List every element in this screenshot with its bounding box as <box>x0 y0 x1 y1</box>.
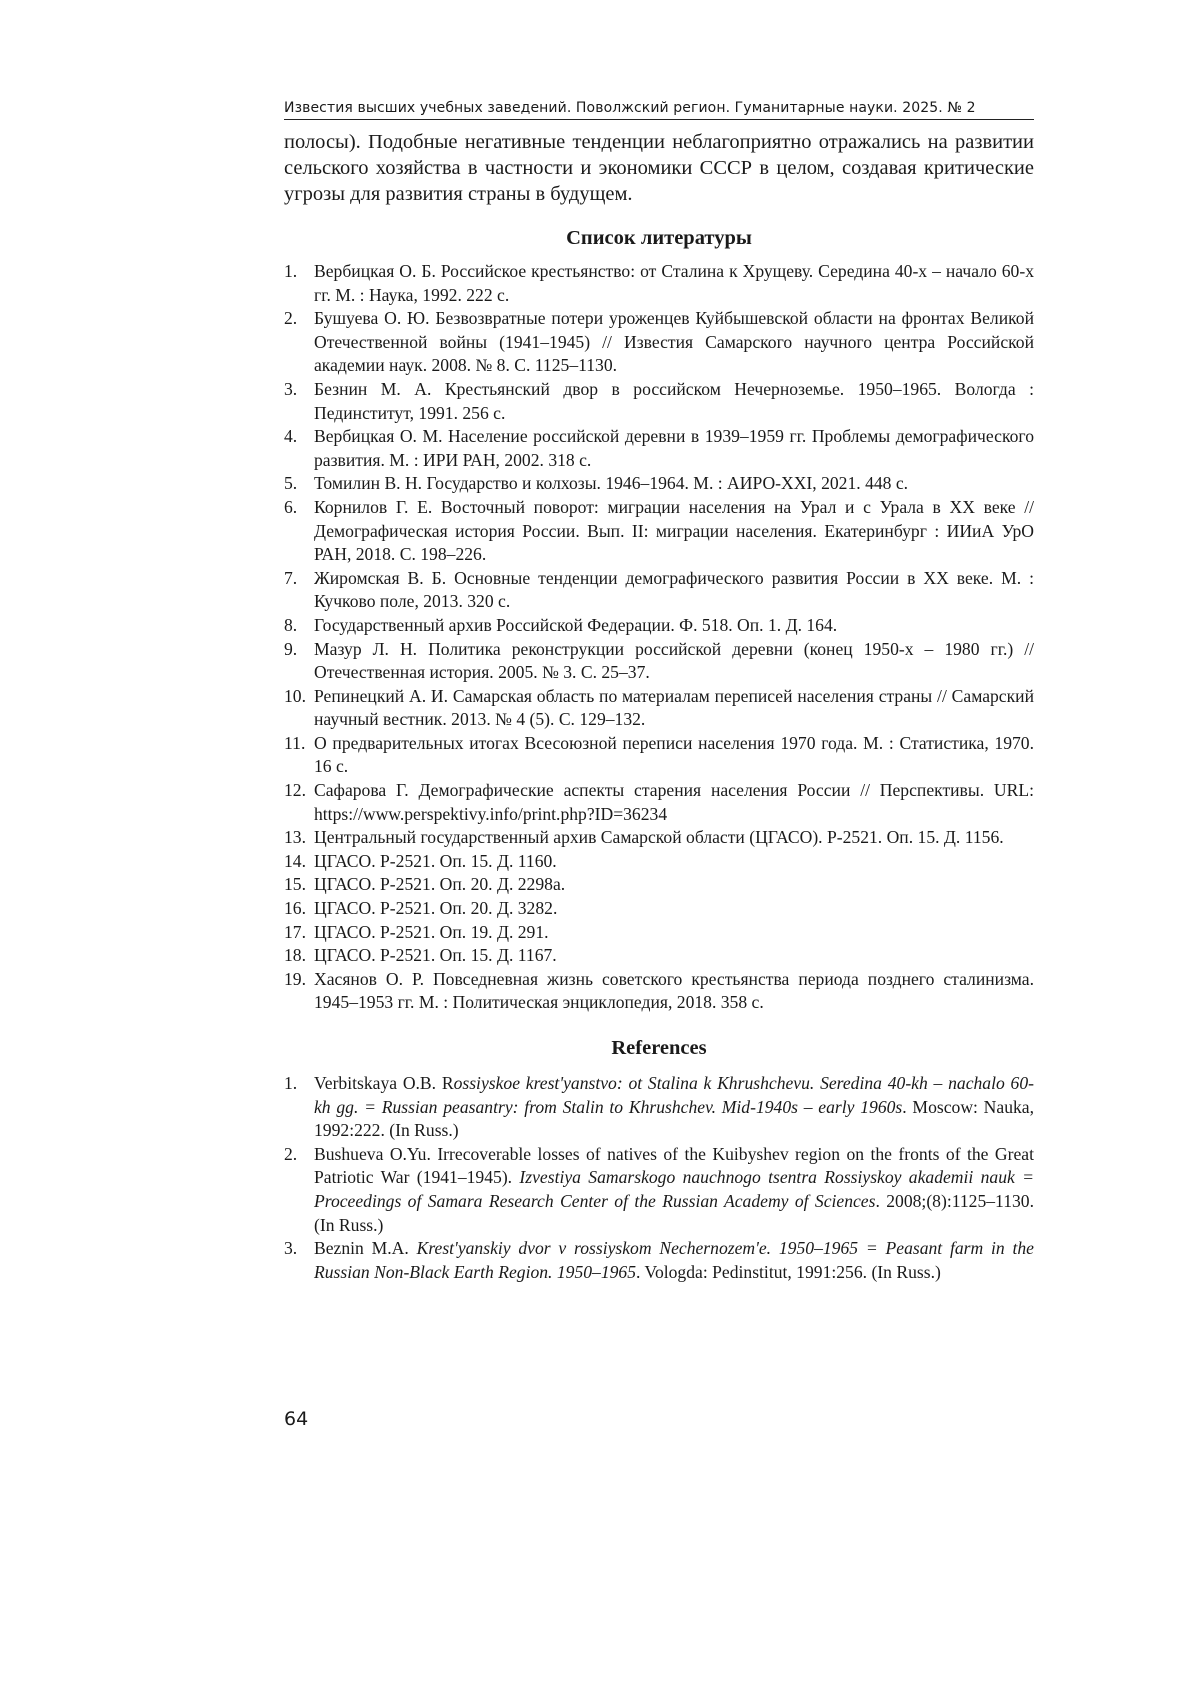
reference-item <box>284 826 1034 850</box>
reference-number: 10. <box>284 685 306 706</box>
en-references-heading: References <box>611 1037 707 1059</box>
reference-text: ЦГАСО. Р-2521. Оп. 20. Д. 3282. <box>314 898 558 919</box>
reference-item <box>284 496 1034 567</box>
reference-title: Krest'yanskiy dvor v rossiyskom Nechernozem'e. 1950–1965 = Peasant farm in the Russian Non-Black Earth Region. 1950–1965 <box>314 1238 1034 1282</box>
reference-item <box>284 779 1034 826</box>
reference-number: 7. <box>284 567 298 588</box>
reference-item <box>284 307 1034 378</box>
reference-author: Bushueva O.Yu. Irrecoverable losses of natives of the Kuibyshev region on the fronts of the Great Patriotic War (1941–1945). <box>314 1143 1034 1188</box>
reference-number: 11. <box>284 732 306 753</box>
reference-text: Вербицкая О. Б. Российское крестьянство: от Сталина к Хрущеву. Середина 40-х – начало 60-х гг. М. : Наука, 1992. 222 с. <box>314 261 1034 305</box>
reference-item <box>284 968 1034 1015</box>
reference-item <box>284 472 1034 496</box>
reference-number: 12. <box>284 780 306 801</box>
reference-text: Бушуева О. Ю. Безвозвратные потери уроженцев Куйбышевской области на фронтах Великой Отечественной войны (1941–1945) // Известия Самарского научного центра Российской академии наук. 2008. № 8. С. 1125–1130. <box>314 308 1034 376</box>
reference-item <box>284 873 1034 897</box>
reference-text: Репинецкий А. И. Самарская область по материалам переписей населения страны // Самарский научный вестник. 2013. № 4 (5). С. 129–132. <box>314 685 1034 730</box>
reference-number: 13. <box>284 827 306 848</box>
reference-number: 17. <box>284 921 306 942</box>
reference-number: 3. <box>284 378 298 399</box>
reference-text: Мазур Л. Н. Политика реконструкции российской деревни (конец 1950-х – 1980 гг.) // Отечественная история. 2005. № 3. С. 25–37. <box>314 638 1034 683</box>
reference-item <box>284 850 1034 874</box>
reference-number: 16. <box>284 898 306 919</box>
reference-item <box>284 732 1034 779</box>
reference-item <box>284 638 1034 685</box>
running-header: Известия высших учебных заведений. Поволжский регион. Гуманитарные науки. 2025. № 2 <box>284 100 1034 120</box>
reference-number: 5. <box>284 473 298 494</box>
reference-text: Безнин М. А. Крестьянский двор в российском Нечерноземье. 1950–1965. Вологда : Пединститут, 1991. 256 с. <box>314 378 1034 423</box>
reference-number: 15. <box>284 874 306 895</box>
reference-number: 4. <box>284 426 298 447</box>
reference-author: Verbitskaya O.B. R <box>314 1073 454 1093</box>
reference-text: ЦГАСО. Р-2521. Оп. 15. Д. 1160. <box>314 850 557 871</box>
reference-text: Государственный архив Российской Федерации. Ф. 518. Оп. 1. Д. 164. <box>314 614 838 635</box>
reference-item <box>284 378 1034 425</box>
reference-text: ЦГАСО. Р-2521. Оп. 15. Д. 1167. <box>314 945 557 966</box>
reference-number: 9. <box>284 638 298 659</box>
reference-number: 1. <box>284 1073 298 1093</box>
reference-text: Сафарова Г. Демографические аспекты старения населения России // Перспективы. URL: https://www.perspektivy.info/print.php?ID=36234 <box>314 780 1034 824</box>
body-paragraph: полосы). Подобные негативные тенденции неблагоприятно отражались на развитии сельского хозяйства в частности и экономики СССР в целом, создавая критические угрозы для развития страны в будущем. <box>284 131 1034 205</box>
reference-item <box>284 260 1034 307</box>
reference-item <box>284 921 1034 945</box>
reference-item <box>284 944 1034 968</box>
reference-number: 19. <box>284 968 306 989</box>
reference-number: 6. <box>284 496 298 517</box>
reference-number: 8. <box>284 614 298 635</box>
reference-item <box>284 1072 1034 1143</box>
reference-publication: . Vologda: Pedinstitut, 1991:256. (In Russ.) <box>636 1261 941 1282</box>
reference-number: 2. <box>284 1143 298 1164</box>
reference-item <box>284 425 1034 472</box>
reference-title: ossiyskoe krest'yanstvo: ot Stalina k Khrushchevu. Seredina 40-kh – nachalo 60-kh gg. = Russian peasantry: from Stalin to Khrushchev. Mid-1940s – early 1960s <box>314 1073 1035 1117</box>
reference-item <box>284 1143 1034 1237</box>
reference-title: Izvestiya Samarskogo nauchnogo tsentra Rossiyskoy akademii nauk = Proceedings of Samara Research Center of the Russian Academy of Sciences <box>314 1167 1034 1211</box>
reference-number: 18. <box>284 945 306 966</box>
reference-item <box>284 897 1034 921</box>
reference-item <box>284 567 1034 614</box>
reference-text: ЦГАСО. Р-2521. Оп. 19. Д. 291. <box>314 921 549 942</box>
reference-text: Томилин В. Н. Государство и колхозы. 1946–1964. М. : АИРО-XXI, 2021. 448 с. <box>314 473 909 494</box>
page-content <box>284 100 1034 1284</box>
reference-text: О предварительных итогах Всесоюзной переписи населения 1970 года. М. : Статистика, 1970. 16 с. <box>314 732 1034 777</box>
reference-number: 14. <box>284 850 306 871</box>
reference-text: Вербицкая О. М. Население российской деревни в 1939–1959 гг. Проблемы демографического развития. М. : ИРИ РАН, 2002. 318 с. <box>314 426 1034 470</box>
reference-publication: . Moscow: Nauka, 1992:222. (In Russ.) <box>314 1096 1034 1141</box>
en-reference-list <box>284 1072 1034 1284</box>
reference-item <box>284 1237 1034 1284</box>
page-number: 64 <box>284 1408 309 1430</box>
reference-number: 3. <box>284 1238 298 1259</box>
reference-text: ЦГАСО. Р-2521. Оп. 20. Д. 2298а. <box>314 874 566 895</box>
reference-text: Хасянов О. Р. Повседневная жизнь советского крестьянства периода позднего сталинизма. 1945–1953 гг. М. : Политическая энциклопедия, 2018. 358 с. <box>314 968 1034 1013</box>
ru-references-heading: Список литературы <box>566 227 752 249</box>
reference-text: Центральный государственный архив Самарской области (ЦГАСО). Р-2521. Оп. 15. Д. 1156. <box>314 827 1004 848</box>
reference-text: Корнилов Г. Е. Восточный поворот: миграции населения на Урал и с Урала в XX веке // Демографическая история России. Вып. II: миграции населения. Екатеринбург : ИИиА УрО РАН, 2018. С. 198–226. <box>314 496 1034 565</box>
ru-reference-list <box>284 260 1034 1015</box>
reference-item <box>284 614 1034 638</box>
reference-number: 1. <box>284 261 298 281</box>
reference-item <box>284 685 1034 732</box>
reference-text: Жиромская В. Б. Основные тенденции демографического развития России в XX веке. М. : Кучково поле, 2013. 320 с. <box>314 567 1034 612</box>
reference-publication: . 2008;(8):1125–1130. (In Russ.) <box>314 1190 1034 1235</box>
reference-number: 2. <box>284 308 298 329</box>
reference-author: Beznin M.A. <box>314 1238 417 1259</box>
